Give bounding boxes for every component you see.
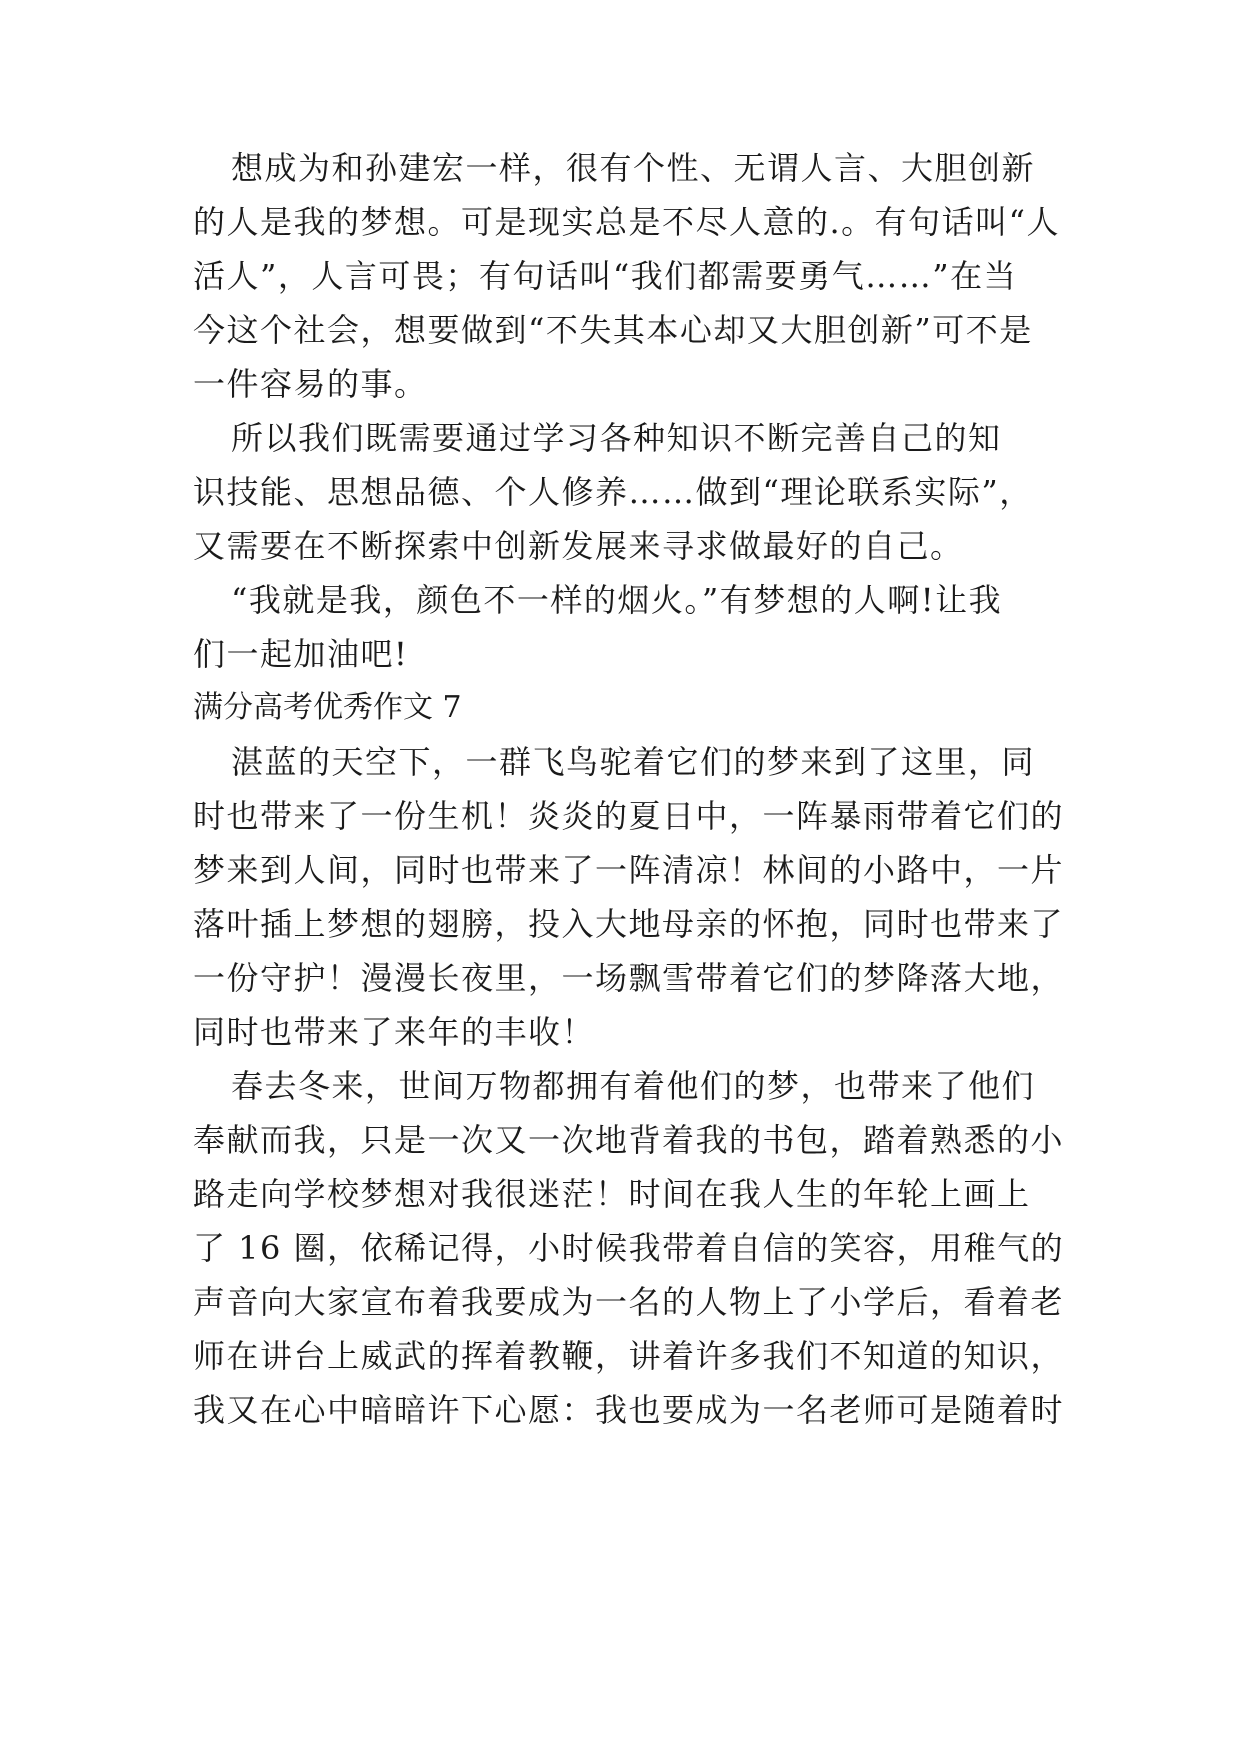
paragraph-1-line-4: 今这个社会，想要做到“不失其本心却又大胆创新”可不是 <box>193 311 1033 349</box>
section-paragraph-1-line-3: 梦来到人间，同时也带来了一阵清凉！林间的小路中，一片 <box>193 851 1065 889</box>
paragraph-3-line-2: 们一起加油吧! <box>193 635 409 673</box>
section-paragraph-1-line-6: 同时也带来了来年的丰收！ <box>193 1013 596 1051</box>
paragraph-2-line-1: 所以我们既需要通过学习各种知识不断完善自己的知 <box>231 419 1002 457</box>
paragraph-1-line-2: 的人是我的梦想。可是现实总是不尽人意的.。有句话叫“人 <box>193 203 1061 241</box>
section-paragraph-2-line-5: 声音向大家宣布着我要成为一名的人物上了小学后，看着老 <box>193 1283 1065 1321</box>
paragraph-2-line-3: 又需要在不断探索中创新发展来寻求做最好的自己。 <box>193 527 964 565</box>
section-heading: 满分高考优秀作文 7 <box>193 690 462 725</box>
section-paragraph-2-line-6: 师在讲台上威武的挥着教鞭，讲着许多我们不知道的知识， <box>193 1337 1065 1375</box>
paragraph-1-line-5: 一件容易的事。 <box>193 365 428 403</box>
section-paragraph-2-line-7: 我又在心中暗暗许下心愿：我也要成为一名老师可是随着时 <box>193 1391 1065 1429</box>
section-paragraph-2-line-4: 了 16 圈，依稀记得，小时候我带着自信的笑容，用稚气的 <box>193 1229 1065 1267</box>
section-paragraph-2-line-2: 奉献而我，只是一次又一次地背着我的书包，踏着熟悉的小 <box>193 1121 1065 1159</box>
section-paragraph-1-line-2: 时也带来了一份生机！炎炎的夏日中，一阵暴雨带着它们的 <box>193 797 1065 835</box>
paragraph-1-line-1: 想成为和孙建宏一样，很有个性、无谓人言、大胆创新 <box>231 149 1036 187</box>
paragraph-3-line-1: “我就是我，颜色不一样的烟火。”有梦想的人啊!让我 <box>231 581 1003 619</box>
section-paragraph-2-line-1: 春去冬来，世间万物都拥有着他们的梦，也带来了他们 <box>231 1067 1036 1105</box>
paragraph-2-line-2: 识技能、思想品德、个人修养……做到“理论联系实际”， <box>193 473 1033 511</box>
paragraph-1-line-3: 活人”，人言可畏；有句话叫“我们都需要勇气……”在当 <box>193 257 1018 295</box>
section-paragraph-1-line-5: 一份守护！漫漫长夜里，一场飘雪带着它们的梦降落大地， <box>193 959 1065 997</box>
section-paragraph-2-line-3: 路走向学校梦想对我很迷茫！时间在我人生的年轮上画上 <box>193 1175 1031 1213</box>
section-paragraph-1-line-4: 落叶插上梦想的翅膀，投入大地母亲的怀抱，同时也带来了 <box>193 905 1065 943</box>
section-paragraph-1-line-1: 湛蓝的天空下，一群飞鸟驼着它们的梦来到了这里，同 <box>231 743 1036 781</box>
